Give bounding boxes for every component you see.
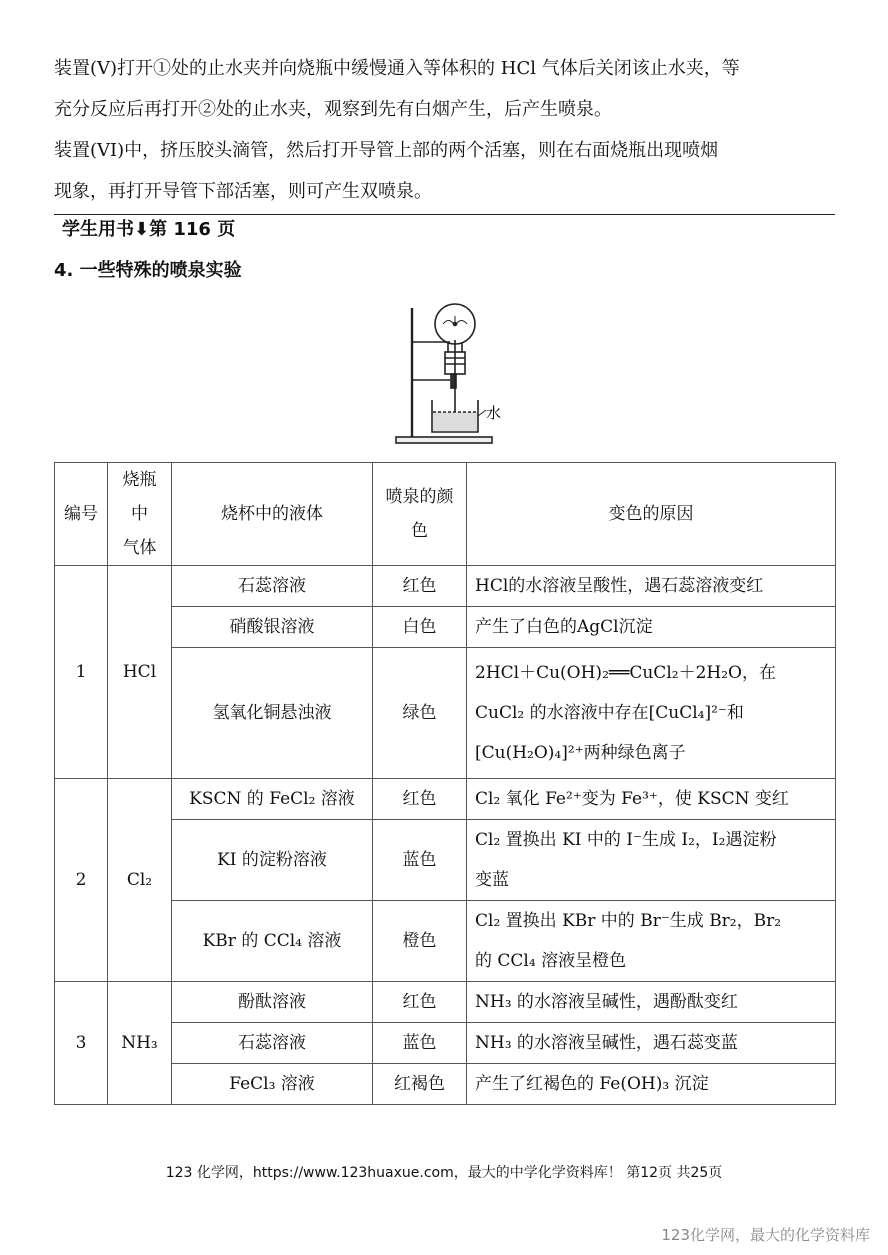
table-row xyxy=(55,901,836,982)
table-row xyxy=(55,779,836,820)
liquid-cell: 石蕊溶液 xyxy=(172,566,373,607)
table-row xyxy=(55,648,836,779)
page-marker: 学生用书⬇第 116 页 xyxy=(62,219,236,240)
watermark: 123化学网，最大的化学资料库 xyxy=(661,1226,870,1244)
header-gas: 烧瓶中 气体 xyxy=(108,463,172,566)
label-water: 水 xyxy=(486,404,502,422)
page-footer: 123 化学网，https://www.123huaxue.com，最大的中学化学资料库！ 第12页 共25页 xyxy=(165,1165,723,1181)
color-cell: 绿色 xyxy=(373,648,467,779)
group-number: 3 xyxy=(55,982,108,1105)
table-row xyxy=(55,607,836,648)
reason-cell: Cl₂ 氧化 Fe²⁺变为 Fe³⁺，使 KSCN 变红 xyxy=(467,779,836,820)
color-cell: 红色 xyxy=(373,982,467,1023)
color-cell: 橙色 xyxy=(373,901,467,982)
reason-cell: Cl₂ 置换出 KI 中的 I⁻生成 I₂，I₂遇淀粉 变蓝 xyxy=(467,820,836,901)
table-header-row xyxy=(55,463,836,566)
liquid-cell: FeCl₃ 溶液 xyxy=(172,1064,373,1105)
table-row xyxy=(55,982,836,1023)
table-row xyxy=(55,820,836,901)
reason-cell: NH₃ 的水溶液呈碱性，遇石蕊变蓝 xyxy=(467,1023,836,1064)
table-row xyxy=(55,1064,836,1105)
color-cell: 蓝色 xyxy=(373,1023,467,1064)
fountain-apparatus-diagram xyxy=(390,296,510,452)
header-liquid: 烧杯中的液体 xyxy=(172,463,373,566)
paragraph-device-v: 装置(V)打开①处的止水夹并向烧瓶中缓慢通入等体积的 HCl 气体后关闭该止水夹，等 充分反应后再打开②处的止水夹，观察到先有白烟产生，后产生喷泉。 xyxy=(54,58,740,120)
fountain-apparatus-figure xyxy=(390,296,510,452)
table-row xyxy=(55,1023,836,1064)
fountain-experiments-table xyxy=(54,462,836,1105)
liquid-cell: 石蕊溶液 xyxy=(172,1023,373,1064)
color-cell: 红色 xyxy=(373,566,467,607)
reason-cell: NH₃ 的水溶液呈碱性，遇酚酞变红 xyxy=(467,982,836,1023)
color-cell: 白色 xyxy=(373,607,467,648)
liquid-cell: KI 的淀粉溶液 xyxy=(172,820,373,901)
liquid-cell: 氢氧化铜悬浊液 xyxy=(172,648,373,779)
liquid-cell: 酚酞溶液 xyxy=(172,982,373,1023)
reason-cell: 产生了红褐色的 Fe(OH)₃ 沉淀 xyxy=(467,1064,836,1105)
group-gas: NH₃ xyxy=(108,982,172,1105)
reason-cell: HCl的水溶液呈酸性，遇石蕊溶液变红 xyxy=(467,566,836,607)
reason-cell: 2HCl＋Cu(OH)₂══CuCl₂＋2H₂O，在 CuCl₂ 的水溶液中存在[CuCl₄]²⁻和 [Cu(H₂O)₄]²⁺两种绿色离子 xyxy=(467,648,836,779)
liquid-cell: KSCN 的 FeCl₂ 溶液 xyxy=(172,779,373,820)
reason-cell: Cl₂ 置换出 KBr 中的 Br⁻生成 Br₂，Br₂ 的 CCl₄ 溶液呈橙色 xyxy=(467,901,836,982)
reason-cell: 产生了白色的AgCl沉淀 xyxy=(467,607,836,648)
liquid-cell: 硝酸银溶液 xyxy=(172,607,373,648)
header-reason: 变色的原因 xyxy=(467,463,836,566)
liquid-cell: KBr 的 CCl₄ 溶液 xyxy=(172,901,373,982)
paragraph-device-vi: 装置(VI)中，挤压胶头滴管，然后打开导管上部的两个活塞，则在右面烧瓶出现喷烟 现象，再打开导管下部活塞，则可产生双喷泉。 xyxy=(54,140,719,202)
color-cell: 蓝色 xyxy=(373,820,467,901)
color-cell: 红褐色 xyxy=(373,1064,467,1105)
group-number: 1 xyxy=(55,566,108,779)
group-gas: Cl₂ xyxy=(108,779,172,982)
header-color: 喷泉的颜 色 xyxy=(373,463,467,566)
group-gas: HCl xyxy=(108,566,172,779)
group-number: 2 xyxy=(55,779,108,982)
header-number: 编号 xyxy=(55,463,108,566)
color-cell: 红色 xyxy=(373,779,467,820)
table-row xyxy=(55,566,836,607)
section-title: 4. 一些特殊的喷泉实验 xyxy=(54,260,242,281)
divider-line xyxy=(54,214,835,215)
